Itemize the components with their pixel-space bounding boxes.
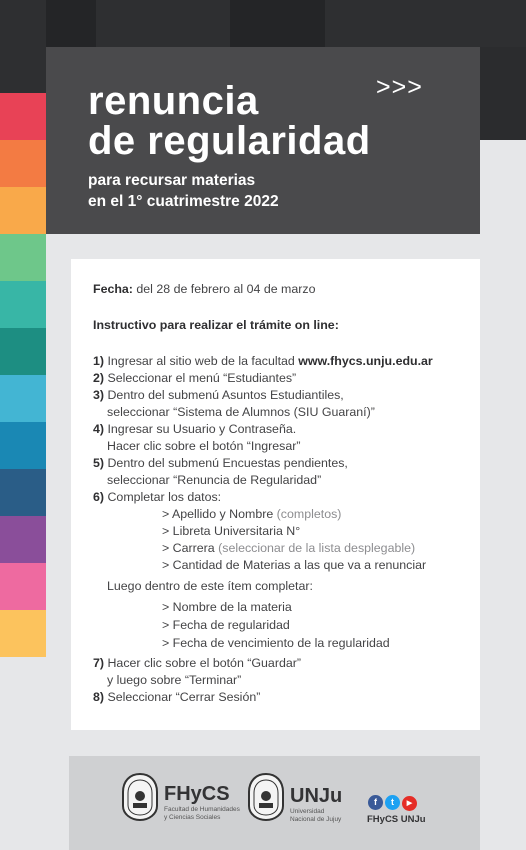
- unju-name: UNJu: [290, 785, 343, 807]
- color-stripe: [0, 469, 46, 516]
- color-stripe: [0, 563, 46, 610]
- unju-subtitle: [290, 808, 341, 823]
- step-5-cont: seleccionar “Renuncia de Regularidad”: [107, 473, 322, 487]
- step-3: [93, 387, 473, 404]
- instructions-card: [71, 259, 480, 730]
- color-stripes: [0, 93, 46, 657]
- subtitle: [88, 170, 279, 212]
- step-number: 4): [93, 422, 105, 436]
- arrows-icon: >>>: [376, 73, 423, 101]
- faculty-url: www.fhycs.unju.edu.ar: [298, 354, 433, 368]
- unju-sub-line-2: Nacional de Jujuy: [290, 815, 342, 823]
- unju-logo: [246, 772, 356, 832]
- step-number: 1): [93, 354, 105, 368]
- footer: [69, 756, 480, 850]
- data-item-label: > Carrera: [162, 541, 215, 555]
- fecha-value: del 28 de febrero al 04 de marzo: [132, 282, 316, 296]
- data-item-cantidad: > Cantidad de Materias a las que va a renunciar: [162, 558, 427, 572]
- step-4-cont: Hacer clic sobre el botón “Ingresar”: [107, 439, 301, 453]
- subtitle-line-1: para recursar materias: [88, 172, 256, 189]
- step-number: 6): [93, 490, 105, 504]
- color-stripe: [0, 140, 46, 187]
- step-number: 8): [93, 690, 105, 704]
- step-text: Ingresar su Usuario y Contraseña.: [104, 422, 297, 436]
- right-band: [480, 47, 526, 140]
- luego-text: Luego dentro de este ítem completar:: [107, 579, 313, 593]
- title-line-1: renuncia: [88, 79, 259, 123]
- fhycs-seal-icon: [120, 772, 160, 822]
- top-shade: [230, 0, 325, 47]
- unju-sub-line-1: Universidad: [290, 808, 325, 815]
- step-number: 3): [93, 388, 105, 402]
- fhycs-sub-line-2: y Ciencias Sociales: [164, 813, 221, 821]
- youtube-icon[interactable]: ▶: [402, 796, 417, 811]
- color-stripe: [0, 610, 46, 657]
- step-8: [93, 689, 473, 706]
- color-stripe: [0, 187, 46, 234]
- step-4: [93, 421, 473, 438]
- fhycs-subtitle: [164, 806, 240, 821]
- fhycs-name: FHyCS: [164, 783, 230, 805]
- step-2: [93, 370, 473, 387]
- color-stripe: [0, 328, 46, 375]
- data-item-fecha-reg: > Fecha de regularidad: [162, 618, 290, 632]
- step-7: [93, 655, 473, 672]
- twitter-icon[interactable]: t: [385, 795, 400, 810]
- data-item-fecha-venc: > Fecha de vencimiento de la regularidad: [162, 636, 390, 650]
- page-title: [88, 81, 371, 161]
- step-text: Seleccionar “Cerrar Sesión”: [104, 690, 261, 704]
- step-3-cont: seleccionar “Sistema de Alumnos (SIU Guaraní)”: [107, 405, 375, 419]
- data-item-label: > Apellido y Nombre: [162, 507, 274, 521]
- instructivo-heading: [93, 317, 473, 334]
- step-number: 7): [93, 656, 105, 670]
- fecha-label: Fecha:: [93, 282, 133, 296]
- unju-seal-icon: [246, 772, 286, 822]
- color-stripe: [0, 93, 46, 140]
- instructivo-text: Instructivo para realizar el trámite on line:: [93, 318, 339, 332]
- top-shade: [46, 0, 96, 47]
- color-stripe: [0, 516, 46, 563]
- step-5: [93, 455, 473, 472]
- step-1: [93, 353, 473, 370]
- step-text: Seleccionar el menú “Estudiantes”: [104, 371, 297, 385]
- step-text: Dentro del submenú Encuestas pendientes,: [104, 456, 348, 470]
- step-text: Ingresar al sitio web de la facultad: [104, 354, 299, 368]
- color-stripe: [0, 422, 46, 469]
- step-text: Hacer clic sobre el botón “Guardar”: [104, 656, 301, 670]
- fecha-line: [93, 281, 473, 298]
- step-number: 5): [93, 456, 105, 470]
- step-text: Completar los datos:: [104, 490, 222, 504]
- data-item-note: (seleccionar de la lista desplegable): [214, 541, 416, 555]
- step-7-cont: y luego sobre “Terminar”: [107, 673, 242, 687]
- data-item-carrera: [93, 540, 473, 557]
- fhycs-logo: [120, 772, 240, 832]
- data-item-libreta: > Libreta Universitaria N°: [162, 524, 301, 538]
- data-item-materia: > Nombre de la materia: [162, 600, 292, 614]
- facebook-icon[interactable]: f: [368, 795, 383, 810]
- social-handle: FHyCS UNJu: [367, 814, 426, 825]
- color-stripe: [0, 375, 46, 422]
- step-6: [93, 489, 473, 506]
- color-stripe: [0, 281, 46, 328]
- social-icons: [368, 792, 419, 811]
- data-item-note: (completos): [273, 507, 342, 521]
- step-text: Dentro del submenú Asuntos Estudiantiles,: [104, 388, 344, 402]
- step-number: 2): [93, 371, 105, 385]
- fhycs-sub-line-1: Facultad de Humanidades: [164, 806, 240, 813]
- color-stripe: [0, 234, 46, 281]
- data-item-name: [93, 506, 473, 523]
- subtitle-line-2: en el 1° cuatrimestre 2022: [88, 193, 279, 210]
- header: [46, 47, 480, 234]
- title-line-2: de regularidad: [88, 119, 371, 163]
